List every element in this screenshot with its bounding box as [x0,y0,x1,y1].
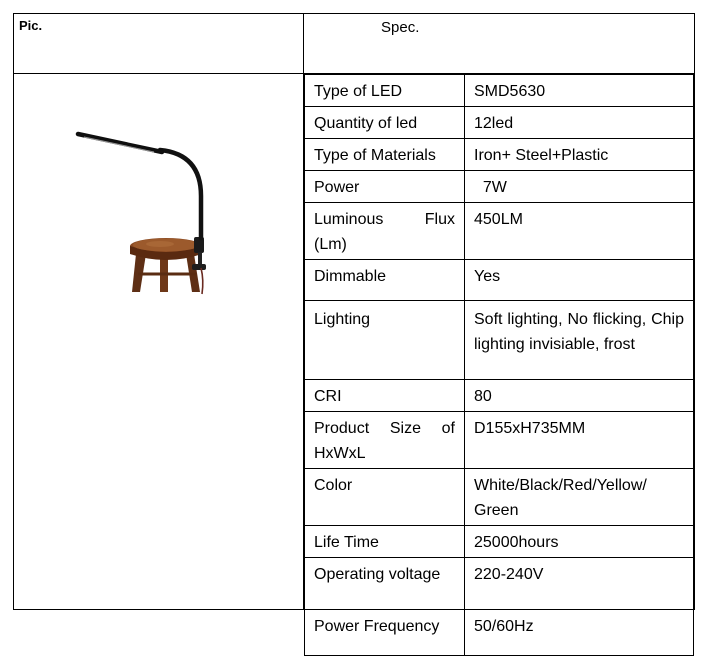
spec-key: Type of Materials [305,139,465,171]
clamp-desk-lamp-icon [78,134,206,294]
spec-row [305,526,694,558]
spec-key: Quantity of led [305,107,465,139]
spec-table [304,74,694,656]
spec-value: 450LM [465,203,694,260]
spec-value: SMD5630 [465,75,694,107]
spec-key: Power Frequency [305,610,465,656]
spec-key: Color [305,469,465,526]
spec-row [305,558,694,610]
spec-key: Product Size of HxWxL [305,412,465,469]
spec-value: Iron+ Steel+Plastic [465,139,694,171]
spec-key: Power [305,171,465,203]
spec-row [305,171,694,203]
spec-row [305,610,694,656]
lamp-product-image [74,124,234,296]
spec-header: Spec. [381,19,420,36]
spec-value: 220-240V [465,558,694,610]
spec-key: CRI [305,380,465,412]
spec-value: 7W [465,171,694,203]
spec-value: Yes [465,260,694,301]
spec-row [305,139,694,171]
pic-header: Pic. [19,18,43,33]
spec-value: Soft lighting, No flicking, Chip lighting invisiable, frost [465,301,694,380]
spec-row [305,412,694,469]
spec-row [305,380,694,412]
spec-row [305,301,694,380]
spec-key: Life Time [305,526,465,558]
spec-key: Luminous Flux (Lm) [305,203,465,260]
spec-value: D155xH735MM [465,412,694,469]
spec-row [305,203,694,260]
spec-value: White/Black/Red/Yellow/ Green [465,469,694,526]
spec-key: Operating voltage [305,558,465,610]
spec-row [305,469,694,526]
spec-row [305,75,694,107]
spec-key: Type of LED [305,75,465,107]
spec-key: Dimmable [305,260,465,301]
spec-value: 25000hours [465,526,694,558]
spec-row [305,107,694,139]
spec-key: Lighting [305,301,465,380]
spec-value: 12led [465,107,694,139]
spec-value: 50/60Hz [465,610,694,656]
spec-value: 80 [465,380,694,412]
spec-row [305,260,694,301]
